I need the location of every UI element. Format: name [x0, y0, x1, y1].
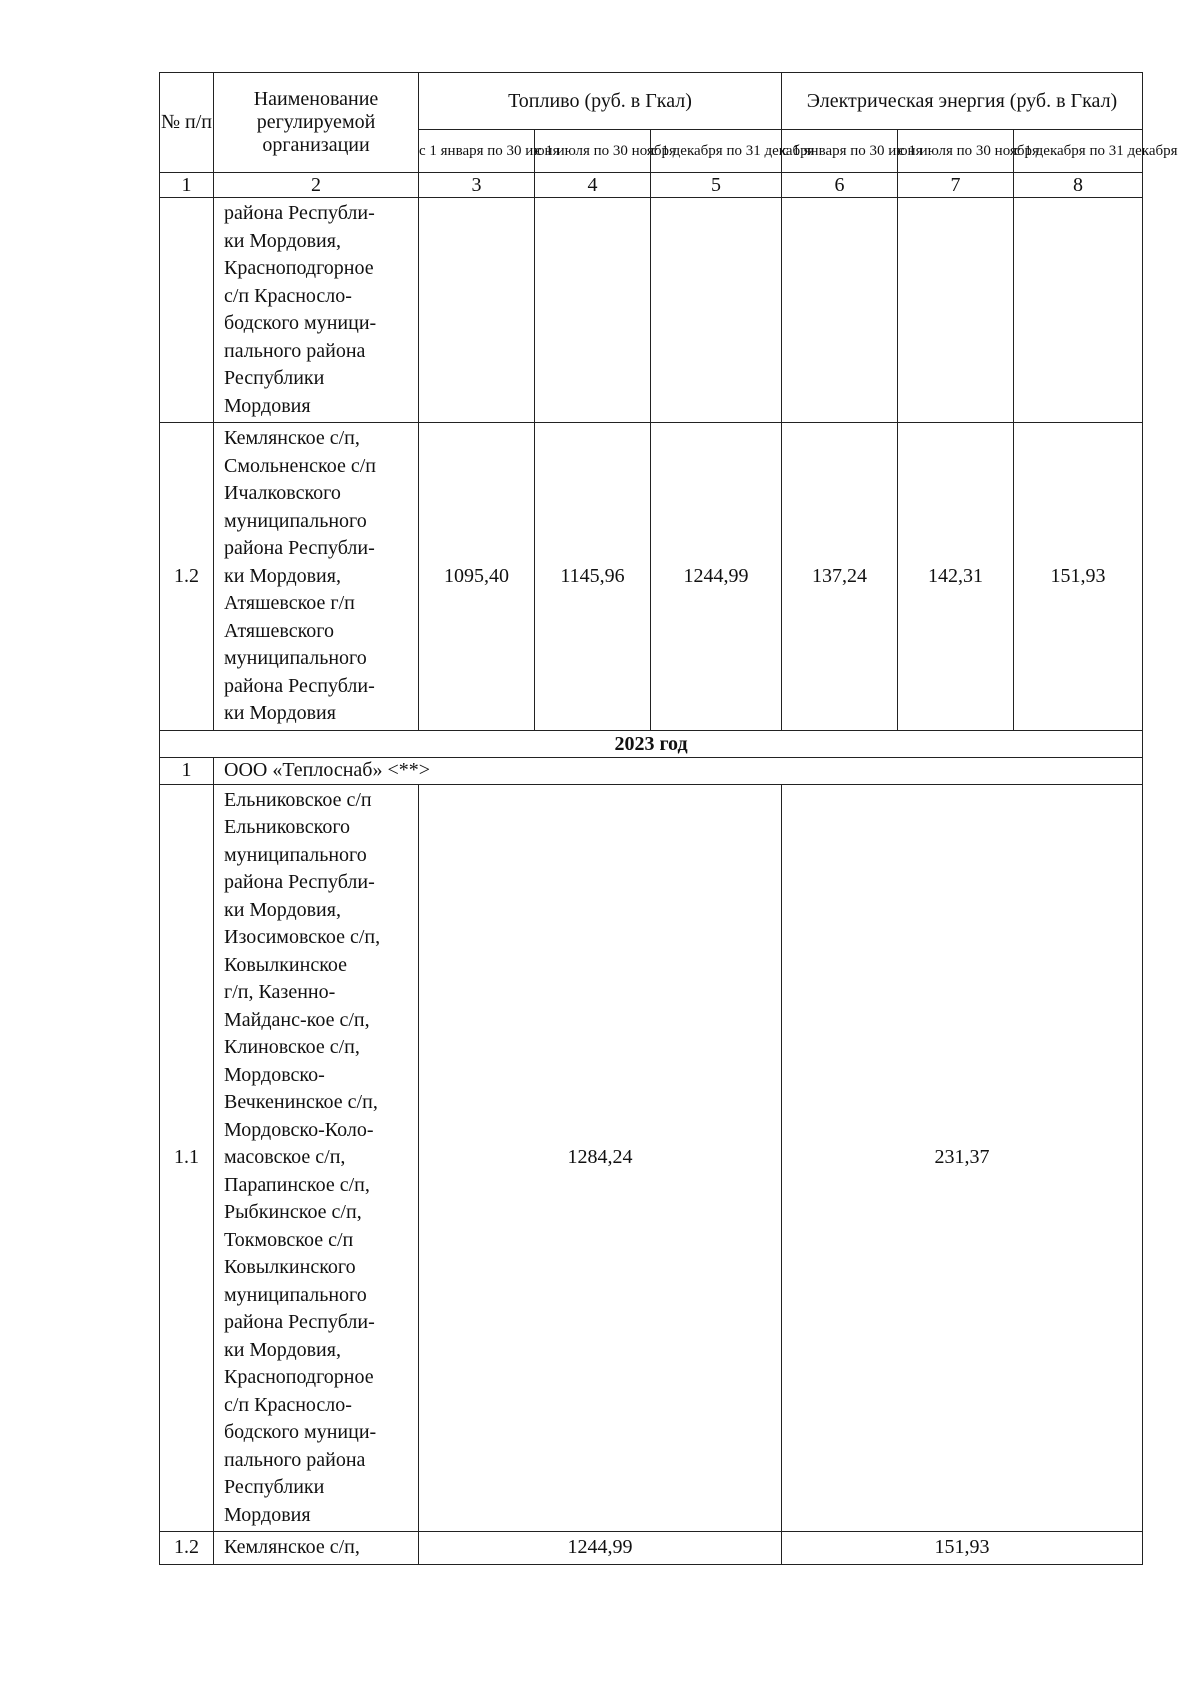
- header-row-column-numbers: [160, 173, 1143, 198]
- electric-value-cell: 231,37: [782, 784, 1143, 1532]
- org-name-line: Республики: [224, 1476, 325, 1498]
- column-number: 5: [651, 173, 782, 198]
- org-name-line: пального района: [224, 339, 366, 362]
- year-heading: 2023 год: [160, 730, 1143, 757]
- table-row: [160, 423, 1143, 731]
- org-name-line: района Республи-: [224, 202, 375, 224]
- table-row: [160, 1532, 1143, 1565]
- org-name-line: района Республи-: [224, 871, 375, 893]
- org-name-line: района Республи-: [224, 537, 375, 559]
- fuel-value-cell: 1284,24: [419, 784, 782, 1532]
- header-period: с 1 декабря по 31 декабря: [1014, 130, 1143, 173]
- org-name-line: с/п Красносло-: [224, 1393, 352, 1416]
- org-name-line: Майданс-кое с/п,: [224, 1008, 370, 1031]
- value-cell: [1014, 198, 1143, 423]
- org-name-line: района Республи-: [224, 674, 375, 697]
- value-cell: [782, 198, 898, 423]
- header-period: с 1 января по 30 июня: [419, 130, 535, 173]
- org-name-line: Красноподгорное: [224, 1366, 374, 1388]
- org-name-line: Рыбкинское с/п,: [224, 1201, 362, 1223]
- year-row: [160, 730, 1143, 757]
- org-name-line: Ельниковского: [224, 816, 351, 838]
- org-name-line: Вечкенинское с/п,: [224, 1091, 378, 1113]
- org-name-line: Ковылкинского: [224, 1256, 356, 1278]
- header-electric: Электрическая энергия (руб. в Гкал): [782, 73, 1143, 130]
- org-name-line: Мордовско-: [224, 1063, 325, 1086]
- org-name-line: Ковылкинское: [224, 953, 348, 976]
- org-name-line: Парапинское с/п,: [224, 1173, 370, 1196]
- tariff-table: [159, 72, 1178, 1565]
- org-name-line: ки Мордовия,: [224, 564, 341, 587]
- column-number: 1: [160, 173, 214, 198]
- org-name-line: ки Мордовия,: [224, 898, 341, 921]
- table-row: [160, 198, 1143, 423]
- value-cell: 142,31: [898, 423, 1014, 731]
- row-org-name: [214, 423, 419, 731]
- organization-row: [160, 757, 1143, 784]
- header-period: с 1 января по 30 июня: [782, 130, 898, 173]
- org-name-line: Мордовско-Коло-: [224, 1118, 374, 1141]
- org-name-line: Мордовия: [224, 1503, 311, 1526]
- column-number: 7: [898, 173, 1014, 198]
- value-cell: [535, 198, 651, 423]
- header-row-groups: [160, 73, 1143, 130]
- org-name-line: масовское с/п,: [224, 1146, 346, 1168]
- header-num: № п/п: [160, 73, 214, 173]
- column-number: 8: [1014, 173, 1143, 198]
- header-period: с 1 декабря по 31 декабря: [651, 130, 782, 173]
- fuel-value-cell: 1244,99: [419, 1532, 782, 1565]
- row-num: 1.2: [160, 1532, 214, 1565]
- value-cell: 1244,99: [651, 423, 782, 731]
- value-cell: [898, 198, 1014, 423]
- org-name-line: муниципального: [224, 647, 367, 669]
- org-name-line: г/п, Казенно-: [224, 981, 336, 1003]
- column-number: 6: [782, 173, 898, 198]
- org-name-line: муниципального: [224, 843, 367, 866]
- row-org-name: [214, 784, 419, 1532]
- org-name-line: Атяшевское г/п: [224, 592, 355, 614]
- value-cell: [419, 198, 535, 423]
- row-num: 1: [160, 757, 214, 784]
- org-name-line: Кемлянское с/п,: [224, 1536, 360, 1558]
- column-number: 2: [214, 173, 419, 198]
- org-name-line: Клиновское с/п,: [224, 1036, 360, 1058]
- value-cell: 1095,40: [419, 423, 535, 731]
- table-row: [160, 784, 1143, 1532]
- org-name-line: муниципального: [224, 1283, 367, 1306]
- organization-name: ООО «Теплоснаб» <**>: [214, 757, 1143, 784]
- electric-value-cell: 151,93: [782, 1532, 1143, 1565]
- value-cell: 1145,96: [535, 423, 651, 731]
- org-name-line: Смольненское с/п: [224, 454, 376, 477]
- header-org-name: Наименование регулируемой организации: [214, 73, 419, 173]
- org-name-line: ки Мордовия,: [224, 1338, 341, 1361]
- org-name-line: муниципального: [224, 509, 367, 532]
- org-name-line: ки Мордовия: [224, 702, 336, 724]
- org-name-line: Атяшевского: [224, 619, 335, 642]
- row-num: [160, 198, 214, 423]
- org-name-line: ки Мордовия,: [224, 229, 341, 252]
- org-name-line: района Республи-: [224, 1311, 375, 1333]
- org-name-line: Ельниковское с/п: [224, 788, 372, 811]
- header-period: с 1 июля по 30 ноября: [898, 130, 1014, 173]
- org-name-line: Изосимовское с/п,: [224, 926, 381, 948]
- org-name-line: с/п Красносло-: [224, 284, 352, 307]
- value-cell: 137,24: [782, 423, 898, 731]
- org-name-line: бодского муници-: [224, 312, 377, 334]
- column-number: 3: [419, 173, 535, 198]
- document-page: [159, 72, 1178, 1565]
- org-name-line: Красноподгорное: [224, 257, 374, 279]
- value-cell: 151,93: [1014, 423, 1143, 731]
- row-num: 1.2: [160, 423, 214, 731]
- header-fuel: Топливо (руб. в Гкал): [419, 73, 782, 130]
- org-name-line: Республики: [224, 367, 325, 389]
- row-num: 1.1: [160, 784, 214, 1532]
- org-name-line: бодского муници-: [224, 1421, 377, 1443]
- value-cell: [651, 198, 782, 423]
- row-org-name: [214, 1532, 419, 1565]
- org-name-line: Кемлянское с/п,: [224, 427, 360, 449]
- row-org-name: [214, 198, 419, 423]
- org-name-line: пального района: [224, 1448, 366, 1471]
- org-name-line: Ичалковского: [224, 482, 341, 504]
- org-name-line: Токмовское с/п: [224, 1228, 354, 1251]
- header-period: с 1 июля по 30 ноября: [535, 130, 651, 173]
- org-name-line: Мордовия: [224, 394, 311, 417]
- column-number: 4: [535, 173, 651, 198]
